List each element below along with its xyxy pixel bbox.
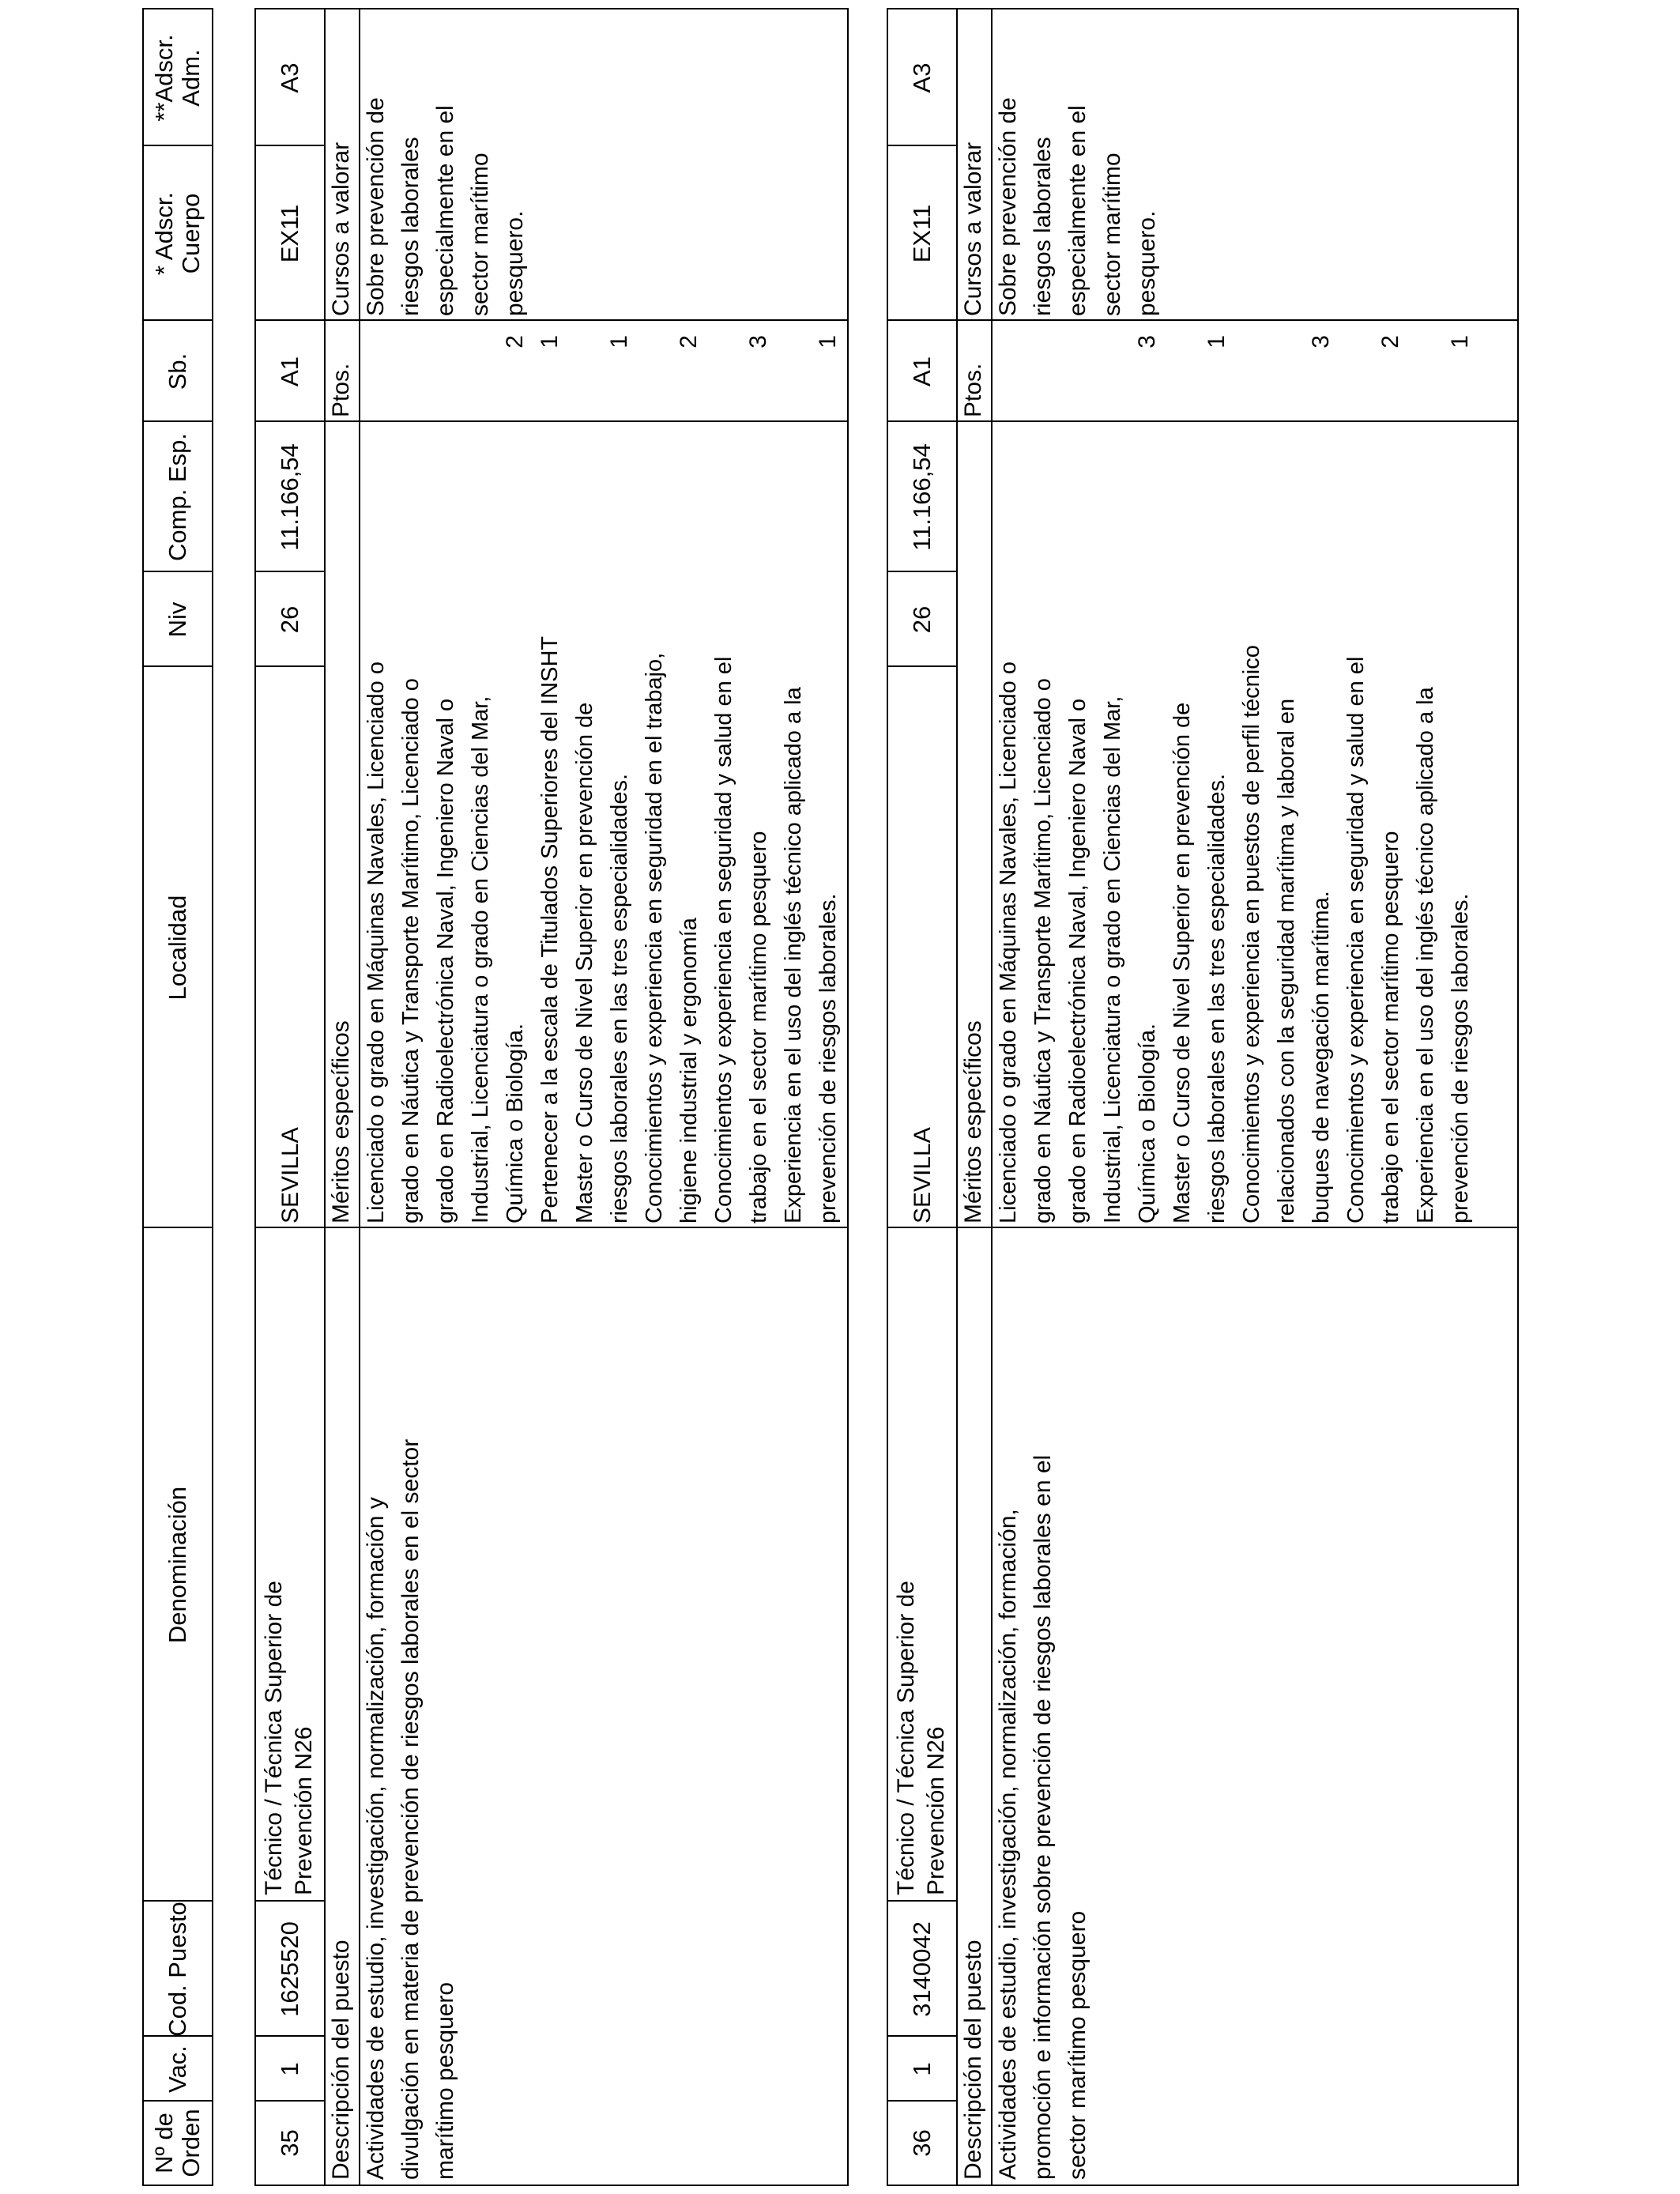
- header-orden: Nº de Orden: [150, 2109, 205, 2177]
- ptos-label: Ptos.: [960, 363, 986, 417]
- header-sb: Sb.: [164, 352, 191, 390]
- comp-esp-value: 11.166,54: [276, 443, 303, 551]
- descripcion-label: Descripción del puesto: [328, 1940, 354, 2180]
- header-adscr-cuerpo: * Adscr. Cuerpo: [150, 191, 205, 276]
- header-vac: Vac.: [164, 2045, 191, 2093]
- sb-value: A1: [276, 356, 303, 386]
- ptos-label: Ptos.: [328, 363, 354, 417]
- puntos-values: 2 1 1 2 3 1: [502, 335, 841, 349]
- denominacion-value: Técnico / Técnica Superior de Prevención N26: [893, 1581, 949, 1895]
- descripcion-label: Descripción del puesto: [960, 1940, 986, 2180]
- orden-value: 35: [276, 2129, 303, 2157]
- record-35: [254, 8, 849, 2186]
- meritos-label: Méritos específicos: [960, 1020, 986, 1223]
- header-adscr-adm: **Adscr. Adm.: [150, 34, 205, 122]
- cursos-label: Cursos a valorar: [328, 141, 354, 316]
- cod-puesto-value: 1625520: [276, 1921, 303, 2017]
- adscr-cuerpo-value: EX11: [276, 204, 303, 263]
- header-cod-puesto: Cod. Puesto: [164, 1902, 191, 2037]
- meritos-text: Licenciado o grado en Máquinas Navales, Licenciado o grado en Náutica y Transporte Marítimo, Licenciado o grado en Radioelectrónica Naval, Ingeniero Naval o Industrial, Licenciatura o grado en Ciencias del Mar, Química o Biología. Master o Curso de Nivel Superior en prevención de riesgos laborales en las tres especialidades. Conocimientos y experiencia en puestos de perfil técnico relacionados con la seguridad marítima y laboral en buques de navegación marítima. Conocimientos y experiencia en seguridad y salud en el trabajo en el sector marítimo pesquero Experiencia en el uso del inglés técnico aplicado a la prevención de riesgos laborales.: [996, 645, 1473, 1223]
- meritos-text: Licenciado o grado en Máquinas Navales, Licenciado o grado en Náutica y Transporte Marítimo, Licenciado o grado en Radioelectrónica Naval, Ingeniero Naval o Industrial, Licenciatura o grado en Ciencias del Mar, Química o Biología. Pertenecer a la escala de Titulados Superiores del INSHT Master o Curso de Nivel Superior en prevención de riesgos laborales en las tres especialidades. Conocimientos y experiencia en seguridad en el trabajo, higiene industrial y ergonomía Conocimientos y experiencia en seguridad y salud en el trabajo en el sector marítimo pesquero Experiencia en el uso del inglés técnico aplicado a la prevención de riesgos laborales.: [363, 635, 841, 1223]
- header-localidad: Localidad: [164, 895, 191, 1001]
- niv-value: 26: [276, 605, 303, 634]
- denominacion-value: Técnico / Técnica Superior de Prevención N26: [261, 1581, 317, 1895]
- adscr-adm-value: A3: [908, 62, 936, 93]
- orden-value: 36: [908, 2129, 936, 2157]
- meritos-label: Méritos específicos: [328, 1020, 354, 1223]
- descripcion-text: Actividades de estudio, investigación, normalización, formación y divulgación en materia de prevención de riesgos laborales en el sector marítimo pesquero: [363, 1438, 458, 2180]
- niv-value: 26: [908, 605, 936, 634]
- comp-esp-value: 11.166,54: [908, 443, 936, 551]
- header-niv: Niv: [164, 601, 191, 638]
- localidad-value: SEVILLA: [277, 1127, 303, 1223]
- header-comp-esp: Comp. Esp.: [164, 433, 191, 561]
- adscr-cuerpo-value: EX11: [908, 204, 936, 263]
- adscr-adm-value: A3: [276, 62, 303, 93]
- cursos-text: Sobre prevención de riesgos laborales especialmente en el sector marítimo pesquero.: [363, 97, 528, 316]
- vac-value: 1: [276, 2062, 303, 2076]
- cod-puesto-value: 3140042: [908, 1921, 936, 2017]
- descripcion-text: Actividades de estudio, investigación, normalización, formación, promoción e información sobre prevención de riesgos laborales en el sector marítimo pesquero: [995, 1454, 1090, 2180]
- record-36: [887, 8, 1519, 2186]
- cursos-text: Sobre prevención de riesgos laborales especialmente en el sector marítimo pesquero.: [995, 97, 1160, 316]
- puntos-values: 3 1 3 2 1: [1134, 335, 1473, 349]
- header-table: [142, 8, 213, 2186]
- localidad-value: SEVILLA: [910, 1127, 936, 1223]
- sb-value: A1: [908, 356, 936, 386]
- vac-value: 1: [908, 2062, 936, 2076]
- cursos-label: Cursos a valorar: [960, 141, 986, 316]
- header-denominacion: Denominación: [164, 1486, 191, 1644]
